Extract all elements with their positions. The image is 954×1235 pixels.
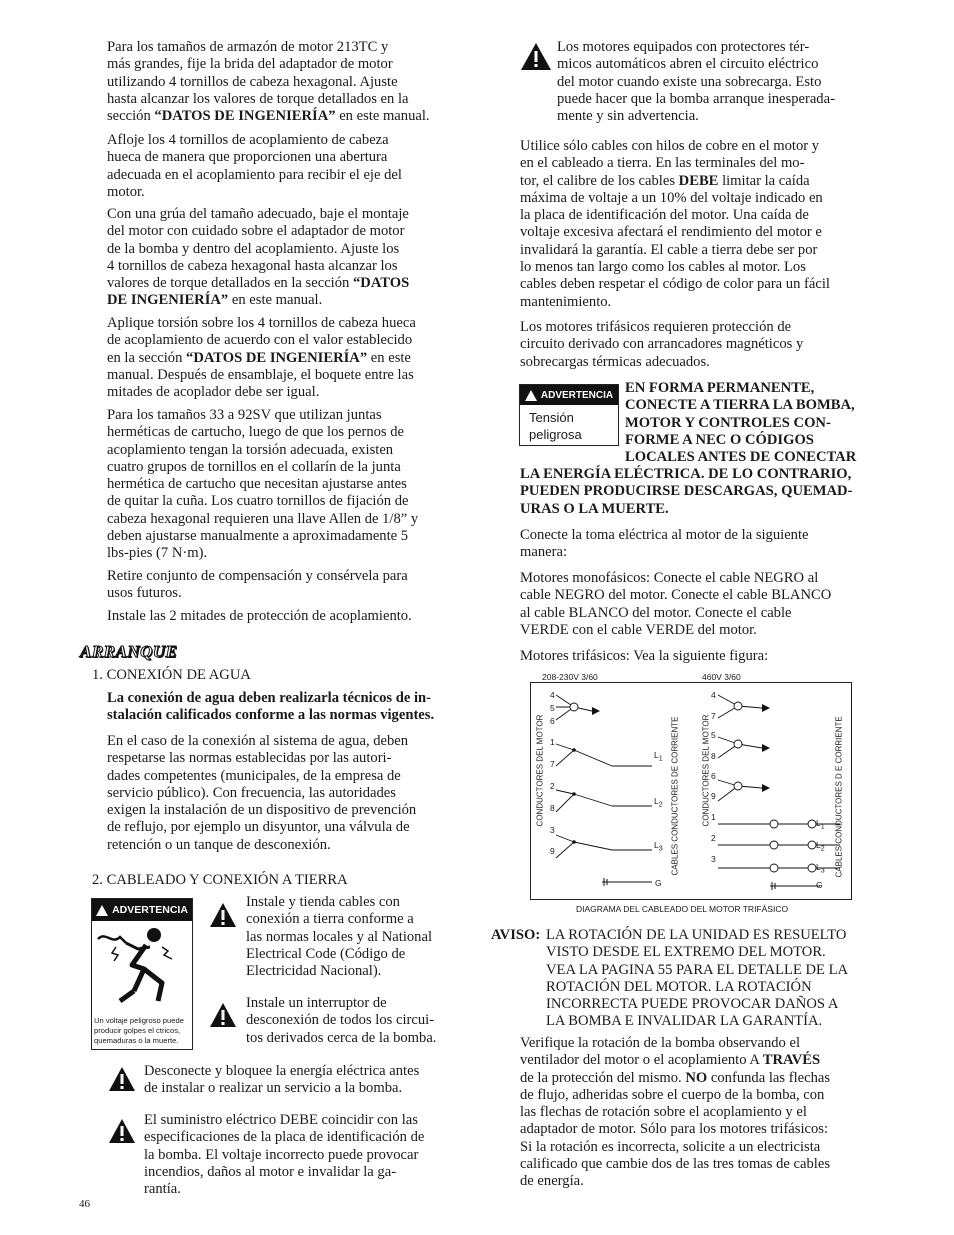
paragraph-loosen-screws: Afloje los 4 tornillos de acoplamiento de cabeza hueca de manera que proporcionen una abertura adecuada en el acoplamiento para recibir el eje del motor. — [107, 132, 402, 200]
warning-banner: ADVERTENCIA — [520, 385, 618, 405]
paragraph-guard: Instale las 2 mitades de protección de acoplamiento. — [107, 608, 412, 624]
paragraph-three-phase-protection: Los motores trifásicos requieren protección de circuito derivado con arrancadores magnéticos y sobrecargas térmicas adecuados. — [520, 319, 804, 370]
label-l1: $L_1$ — [816, 818, 825, 831]
warning-triangle-icon — [108, 1118, 136, 1144]
section-heading: ARRANQUE — [80, 642, 178, 661]
electrocution-warning-label — [91, 898, 193, 1050]
paragraph-three-phase: Motores trifásicos: Vea la siguiente figura: — [520, 648, 769, 664]
warning-triangle-icon — [108, 1066, 136, 1092]
paragraph-frame-size: Para los tamaños de armazón de motor 213TC y más grandes, fije la brida del adaptador de motor utilizando 4 tornillos de cabeza hexagonal. Ajuste hasta alcanzar los valores de torque detallados en la sección “DATOS DE INGENIERÍA” en este manual. — [107, 39, 430, 125]
warning-lockout: Desconecte y bloquee la energía eléctrica antes de instalar o realizar un servicio a la bomba. — [144, 1063, 420, 1097]
label-l3: $L_3$ — [816, 862, 825, 875]
paragraph-connect: Conecte la toma eléctrica al motor de la siguiente manera: — [520, 527, 809, 561]
diagram-caption: DIAGRAMA DEL CABLEADO DEL MOTOR TRIFÁSICO — [576, 904, 789, 914]
diagram-title-left: 208-230V 3/60 — [542, 672, 598, 682]
water-bold-note: La conexión de agua deben realizarla técnicos de in- stalación calificados conforme a las normas vigentes. — [107, 690, 435, 724]
bold-ground-warning-bottom: LA ENERGÍA ELÉCTRICA. DE LO CONTRARIO, PUEDEN PRODUCIRSE DESCARGAS, QUEMAD- URAS O LA MUERTE. — [520, 466, 853, 517]
warning-triangle-icon — [209, 902, 237, 928]
paragraph-copper-wire: Utilice sólo cables con hilos de cobre en el motor y en el cableado a tierra. En las terminales del mo- tor, el calibre de los cables DEBE limitar la caída máxima de voltaje a un 10% del voltaje indicado en la placa de identificación del motor. Una caída de voltaje excesiva afectará el rendimiento del motor e invalidará la garantía. El cable a tierra debe ser por lo menos tan largo como los cables al motor. Los cables deben respetar el código de color para un fácil mantenimiento. — [520, 138, 830, 310]
water-body: En el caso de la conexión al sistema de agua, deben respetarse las normas establecidas por las autori- dades competentes (municipales, de la empresa de servicio público). Con frecuencia, las autoridades exigen la instalación de un dispositivo de prevención de reflujo, por ejemplo un disyuntor, una válvula de retención o un tanque de desconexión. — [107, 733, 417, 853]
paragraph-crane: Con una grúa del tamaño adecuado, baje el montaje del motor con cuidado sobre el adaptador de motor de la bomba y dentro del acoplamiento. Ajuste los 4 tornillos de cabeza hexagonal hasta alcanzar los valores de torque detallados en la sección “DATOS DE INGENIERÍA” en este manual. — [107, 206, 410, 309]
label-l2: $L_2$ — [816, 840, 825, 853]
warning-triangle-icon — [525, 390, 537, 401]
warning-supply: El suministro eléctrico DEBE coincidir con las especificaciones de la placa de identificación de la bomba. El voltaje incorrecto puede provocar incendios, daños al motor e invalidar la ga- rantía. — [144, 1112, 425, 1198]
side-label-lines-right: CABLES CONDUCTORES D E CORRIENTE — [834, 716, 844, 878]
warning-triangle-icon — [520, 42, 552, 71]
wiring-diagram-lines — [530, 682, 850, 898]
side-label-lines-left: CABLES CONDUCTORES DE CORRIENTE — [670, 716, 680, 876]
bold-ground-warning-top: EN FORMA PERMANENTE, CONECTE A TIERRA LA BOMBA, MOTOR Y CONTROLES CON- FORME A NEC O CÓDIGOS LOCALES ANTES DE CONECTAR — [625, 380, 857, 466]
notice-label: AVISO: — [491, 927, 541, 943]
paragraph-cartridge-seals: Para los tamaños 33 a 92SV que utilizan juntas herméticas de cartucho, luego de que los pernos de acoplamiento tengan la torsión adecuada, existen cuatro grupos de tornillos en el collarín de la junta hermética de cartucho que necesitan ajustarse antes de quitar la cuña. Los cuatro tornillos de fijación de cabeza hexagonal requieren una llave Allen de 1/8” y deben ajustarse manualmente a aproximadamente 5 lbs-pies (7 N·m). — [107, 407, 419, 562]
subsection-title-wiring: 2. CABLEADO Y CONEXIÓN A TIERRA — [92, 872, 348, 888]
electrocution-icon — [92, 921, 192, 1013]
diagram-left-numbers: 4 5 6 1 7 2 8 3 9 — [550, 690, 555, 857]
label-l3: $L_3$ — [654, 840, 663, 853]
label-ground: G — [816, 880, 823, 890]
page-number: 46 — [79, 1198, 90, 1210]
paragraph-compensation: Retire conjunto de compensación y consérvela para usos futuros. — [107, 568, 408, 602]
label-l2: $L_2$ — [654, 796, 663, 809]
warning-banner: ADVERTENCIA — [92, 899, 192, 921]
warning-disconnect: Instale un interruptor de desconexión de todos los circui- tos derivados cerca de la bomba. — [246, 995, 437, 1046]
warning-triangle-icon — [209, 1002, 237, 1028]
label-l1: $L_1$ — [654, 750, 663, 763]
notice-rotation: LA ROTACIÓN DE LA UNIDAD ES RESUELTO VISTO DESDE EL EXTREMO DEL MOTOR. VEA LA PAGINA 55 PARA EL DETALLE DE LA ROTACIÓN DEL MOTOR. LA ROTACIÓN INCORRECTA PUEDE PROVOCAR DAÑOS A LA BOMBA E INVALIDAR LA GARANTÍA. — [546, 927, 849, 1030]
hazardous-voltage-label — [519, 384, 619, 446]
hazardous-voltage-text: Tensión peligrosa — [529, 410, 582, 442]
subsection-title-water: 1. CONEXIÓN DE AGUA — [92, 667, 251, 683]
diagram-title-right: 460V 3/60 — [702, 672, 741, 682]
paragraph-single-phase: Motores monofásicos: Conecte el cable NEGRO al cable NEGRO del motor. Conecte el cable BLANCO al cable BLANCO del motor. Conecte el cable VERDE con el cable VERDE del motor. — [520, 570, 832, 638]
warning-grounding: Instale y tienda cables con conexión a tierra conforme a las normas locales y al National Electrical Code (Código de Electricidad Nacional). — [246, 894, 433, 980]
paragraph-torque: Aplique torsión sobre los 4 tornillos de cabeza hueca de acoplamiento de acuerdo con el valor establecido en la sección “DATOS DE INGENIERÍA” en este manual. Después de ensamblaje, el boquete entre las mitades de acoplador debe ser igual. — [107, 315, 416, 401]
warning-thermal-protectors: Los motores equipados con protectores tér- micos automáticos abren el circuito eléctrico del motor cuando existe una sobrecarga. Esto puede hacer que la bomba arranque inesperada- mente y sin advertencia. — [557, 39, 835, 125]
side-label-motor-left: CONDUCTORES DEL MOTOR — [535, 714, 545, 827]
diagram-right-numbers: 4 7 5 8 6 9 1 2 3 — [711, 690, 716, 864]
warning-caption: Un voltaje peligroso puede producir golpes el ctricos, quemaduras o la muerte. — [94, 1016, 184, 1045]
side-label-motor-right: CONDUCTORES DEL MOTOR — [701, 714, 711, 827]
warning-triangle-icon — [96, 905, 108, 916]
label-ground: G — [655, 878, 662, 888]
paragraph-verify-rotation: Verifique la rotación de la bomba observando el ventilador del motor o el acoplamiento A TRAVÉS de la protección del mismo. NO confunda las flechas de flujo, adheridas sobre el cuerpo de la bomba, con las flechas de rotación sobre el acoplamiento y el adaptador de motor. Sólo para los motores trifásicos: Si la rotación es incorrecta, solicite a un electricista calificado que cambie dos de las tres tomas de cables de energía. — [520, 1035, 831, 1190]
